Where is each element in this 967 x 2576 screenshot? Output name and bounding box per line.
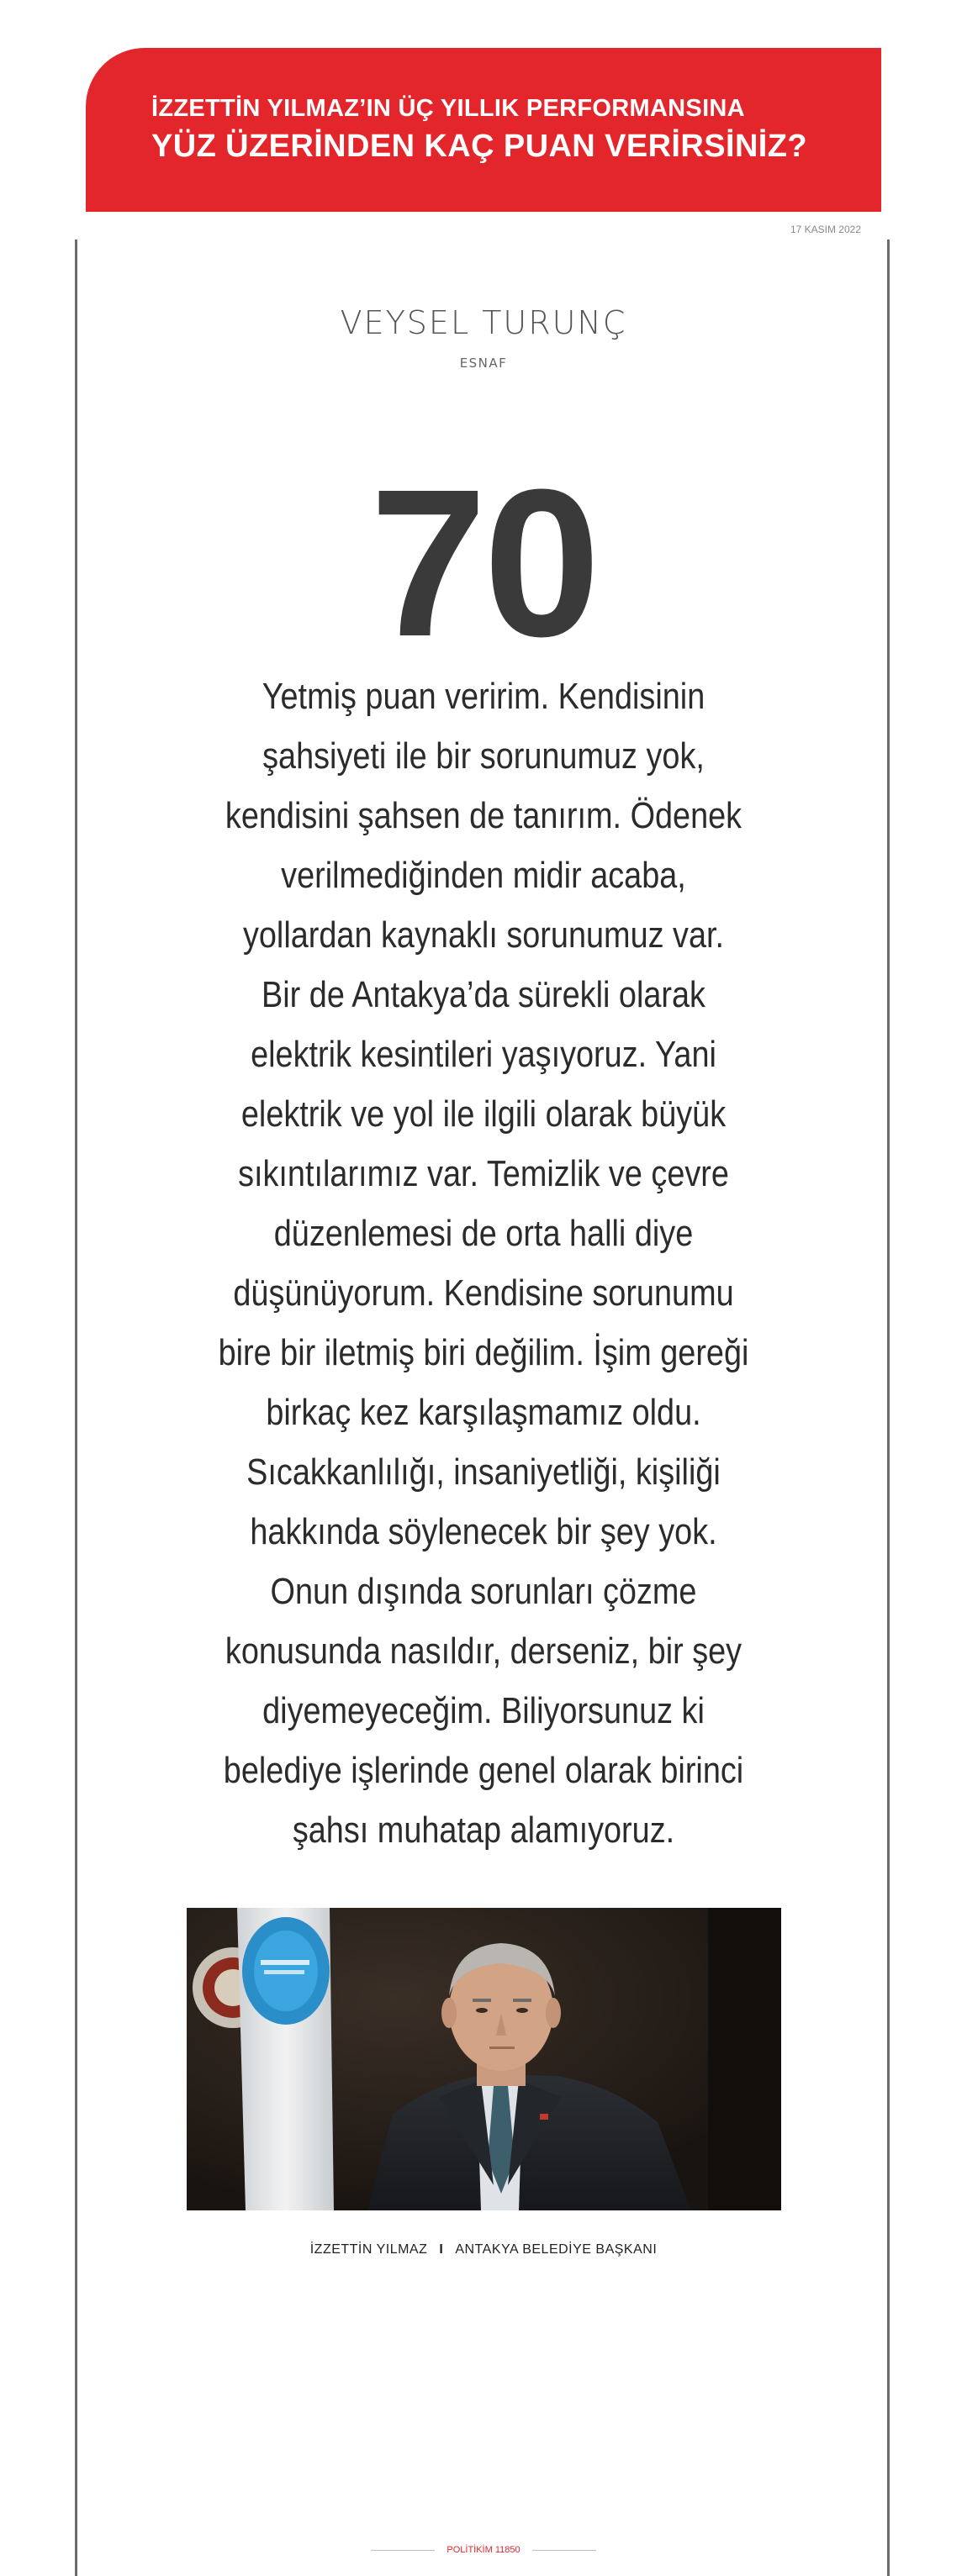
quote-line: Onun dışında sorunları çözme [270,1571,697,1612]
author-occupation: ESNAF [459,356,508,371]
quote-line: yollardan kaynaklı sorunumuz var. [242,914,725,956]
mayor-photo [187,1908,781,2210]
quote-line: bire bir iletmiş biri değilim. İşim gereği [218,1332,749,1373]
headline-banner [86,48,881,212]
author-name: VEYSEL TURUNÇ [340,304,627,341]
quote-line: Yetmiş puan veririm. Kendisinin [262,676,705,717]
quote-line: düşünüyorum. Kendisine sorunumu [233,1272,734,1314]
quote-line: Sıcakkanlılığı, insaniyetliği, kişiliği [246,1451,721,1493]
quote-line: sıkıntılarımız var. Temizlik ve çevre [238,1153,729,1194]
footer-rule-left [371,2550,435,2551]
quote-line: kendisini şahsen de tanırım. Ödenek [225,795,742,836]
quote-line: verilmediğinden midir acaba, [281,855,686,896]
quote-line: şahsı muhatap alamıyoruz. [292,1810,675,1851]
score-value: 70 [369,445,598,680]
footer-rule-right [532,2550,596,2551]
quote-line: birkaç kez karşılaşmamız oldu. [266,1392,701,1433]
footer-text: POLİTİKİM 11850 [447,2545,520,2555]
caption-name: İZZETTİN YILMAZ [309,2242,428,2257]
headline-line-1: İZZETTİN YILMAZ’IN ÜÇ YILLIK PERFORMANSINA [151,95,745,122]
mayor-portrait-illustration [187,1908,781,2210]
photo-caption [0,2242,967,2257]
quote-line: hakkında söylenecek bir şey yok. [250,1511,717,1552]
quote-line: elektrik kesintileri yaşıyoruz. Yani [251,1034,716,1075]
quote-line: belediye işlerinde genel olarak birinci [223,1750,744,1791]
quote-line: düzenlemesi de orta halli diye [273,1213,694,1254]
caption-separator: I [439,2242,444,2257]
headline-line-2: YÜZ ÜZERİNDEN KAÇ PUAN VERİRSİNİZ? [151,129,807,164]
quote-line: şahsiyeti ile bir sorunumuz yok, [262,735,705,777]
quote-line: konusunda nasıldır, derseniz, bir şey [225,1630,742,1672]
caption-title: ANTAKYA BELEDİYE BAŞKANI [455,2242,658,2257]
quote-line: elektrik ve yol ile ilgili olarak büyük [240,1093,727,1135]
quote-text [216,666,751,1860]
publish-date: 17 KASIM 2022 [790,224,861,235]
quote-line: diyemeyeceğim. Biliyorsunuz ki [262,1690,705,1731]
page-footer [0,2545,967,2555]
quote-line: Bir de Antakya’da sürekli olarak [262,974,705,1015]
